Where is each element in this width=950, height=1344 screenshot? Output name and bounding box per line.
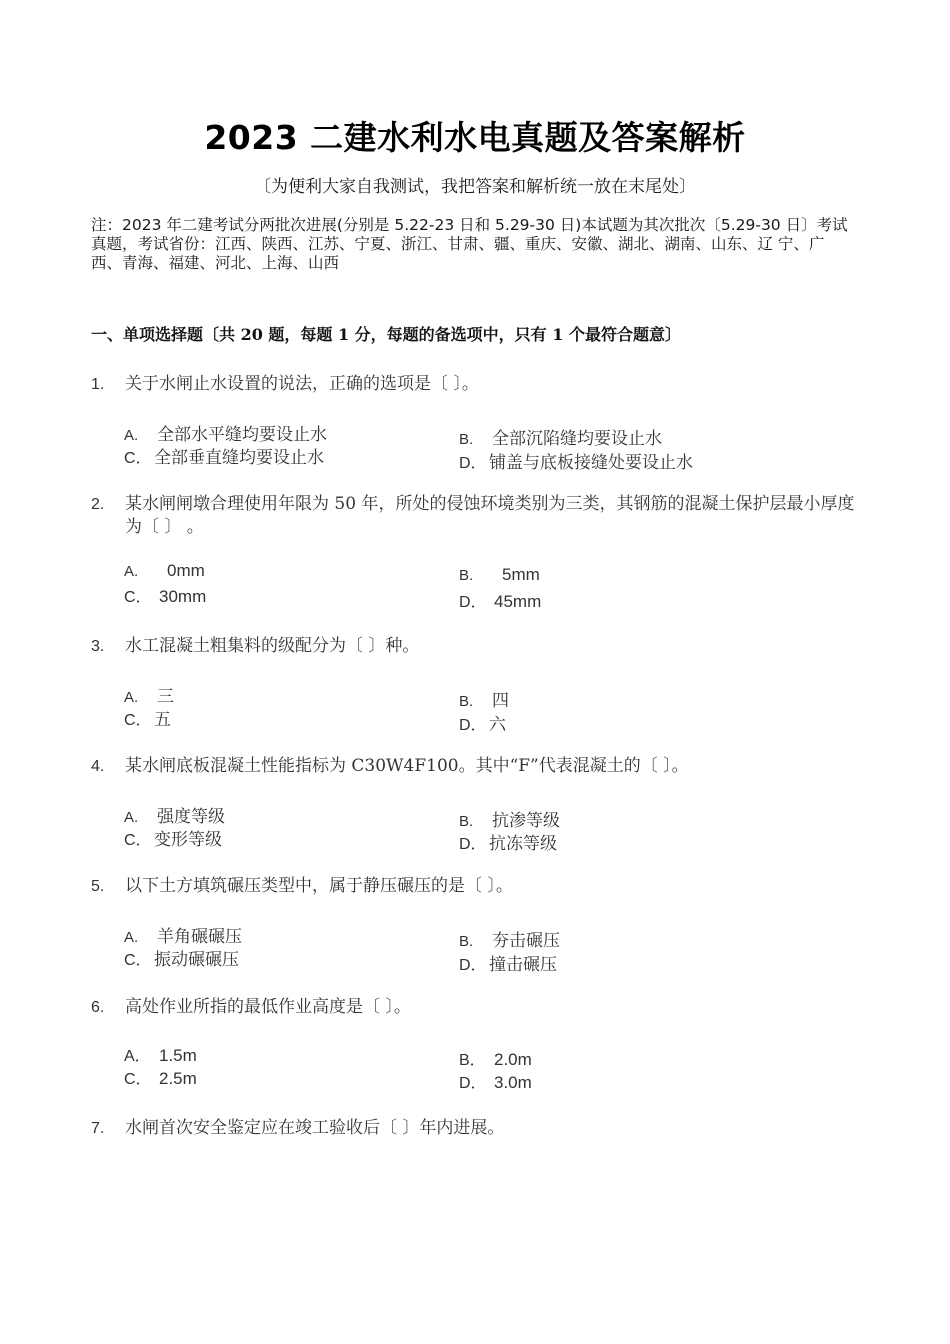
option-d: [459, 829, 557, 854]
option-label: D．: [459, 1075, 487, 1092]
option-text: 1.5m: [159, 1046, 197, 1065]
question-text: 某水闸底板混凝土性能指标为 C30W4F100。其中“F”代表混凝土的〔 〕。: [125, 756, 689, 776]
option-text: 变形等级: [154, 830, 222, 850]
section-title: 一、单项选择题〔共 20 题，每题 1 分，每题的备选项中，只有 1 个最符合题意〕: [91, 325, 681, 344]
option-c: [124, 825, 222, 850]
option-text: 四: [492, 691, 509, 711]
option-b: [459, 806, 560, 831]
option-label: D．: [459, 717, 487, 734]
option-text: 全部水平缝均要设止水: [157, 425, 327, 445]
option-text: 0mm: [167, 561, 205, 580]
option-label: C．: [124, 712, 152, 729]
option-a: [124, 1043, 197, 1066]
question-text: 水闸首次安全鉴定应在竣工验收后〔 〕年内进展。: [125, 1118, 505, 1138]
option-b: [459, 926, 560, 951]
question-number: 4.: [91, 758, 105, 775]
option-c: [124, 1066, 197, 1089]
option-text: 3.0m: [494, 1073, 532, 1092]
option-label: C．: [124, 589, 152, 606]
option-text: 撞击碾压: [489, 955, 557, 975]
option-text: 五: [154, 710, 171, 730]
question-number: 1.: [91, 376, 105, 393]
option-label: C．: [124, 952, 152, 969]
option-label: B.: [459, 431, 474, 448]
option-text: 5mm: [502, 565, 540, 584]
option-label: B.: [459, 933, 474, 950]
option-a: [124, 922, 242, 947]
option-text: 2.0m: [494, 1050, 532, 1069]
option-d: [459, 1070, 532, 1093]
option-b: [459, 1047, 532, 1070]
option-c: [124, 705, 171, 730]
question-number: 6.: [91, 999, 105, 1016]
option-text: 六: [489, 715, 506, 735]
question-text: 水工混凝土粗集料的级配分为〔 〕种。: [125, 636, 420, 656]
document-subtitle: 〔为便利大家自我测试，我把答案和解析统一放在末尾处〕: [254, 177, 696, 197]
option-label: C．: [124, 450, 152, 467]
option-c: [124, 945, 239, 970]
option-text: 抗渗等级: [492, 811, 560, 831]
option-d: [459, 710, 506, 735]
question-text: 某水闸闸墩合理使用年限为 50 年，所处的侵蚀环境类别为三类，其钢筋的混凝土保护层最小厚度为〔 〕 。: [125, 494, 855, 537]
exam-note: 注：2023 年二建考试分两批次进展(分别是 5.22-23 日和 5.29-30 日)本试题为其次批次〔5.29-30 日〕考试真题，考试省份：江西、陕西、江苏、宁夏、浙江、甘肃、疆、重庆、安徽、湖北、湖南、山东、辽 宁、广西、青海、福建、河北、上海、山西: [91, 216, 848, 272]
option-text: 强度等级: [157, 807, 225, 827]
option-label: A．: [124, 1048, 151, 1065]
question-text: 关于水闸止水设置的说法，正确的选项是〔 〕。: [125, 374, 479, 394]
option-text: 振动碾碾压: [154, 950, 239, 970]
option-b: [459, 424, 662, 449]
option-d: [459, 950, 557, 975]
question-text: 以下土方填筑碾压类型中，属于静压碾压的是〔 〕。: [125, 876, 513, 896]
option-label: A.: [124, 427, 139, 444]
question-number: 7.: [91, 1120, 105, 1137]
question-number: 2.: [91, 496, 105, 513]
option-b: [459, 565, 540, 585]
option-a: [124, 682, 174, 707]
option-text: 全部垂直缝均要设止水: [154, 448, 324, 468]
option-a: [124, 420, 327, 445]
option-label: D．: [459, 594, 487, 611]
question-number: 3.: [91, 638, 105, 655]
option-c: [124, 584, 206, 607]
option-d: [459, 448, 693, 473]
option-text: 全部沉陷缝均要设止水: [492, 429, 662, 449]
option-label: D．: [459, 836, 487, 853]
option-text: 30mm: [159, 587, 207, 606]
option-a: [124, 802, 225, 827]
option-label: C．: [124, 832, 152, 849]
option-text: 羊角碾碾压: [157, 927, 242, 947]
option-label: A.: [124, 809, 139, 826]
option-a: [124, 561, 205, 581]
option-label: B.: [459, 693, 474, 710]
option-label: B.: [459, 813, 474, 830]
option-label: C．: [124, 1071, 152, 1088]
option-label: A.: [124, 563, 139, 580]
option-label: B．: [459, 1052, 486, 1069]
option-text: 45mm: [494, 592, 542, 611]
option-b: [459, 686, 509, 711]
option-label: D．: [459, 957, 487, 974]
option-text: 铺盖与底板接缝处要设止水: [489, 453, 693, 473]
option-c: [124, 443, 324, 468]
option-text: 三: [157, 687, 174, 707]
option-label: A.: [124, 929, 139, 946]
document-title: 2023 二建水利水电真题及答案解析: [204, 118, 746, 157]
question-text: 高处作业所指的最低作业高度是〔 〕。: [125, 997, 411, 1017]
question-number: 5.: [91, 878, 105, 895]
option-label: B.: [459, 567, 474, 584]
option-label: A.: [124, 689, 139, 706]
option-text: 2.5m: [159, 1069, 197, 1088]
option-text: 抗冻等级: [489, 834, 557, 854]
option-label: D．: [459, 455, 487, 472]
option-d: [459, 589, 541, 612]
option-text: 夯击碾压: [492, 931, 560, 951]
